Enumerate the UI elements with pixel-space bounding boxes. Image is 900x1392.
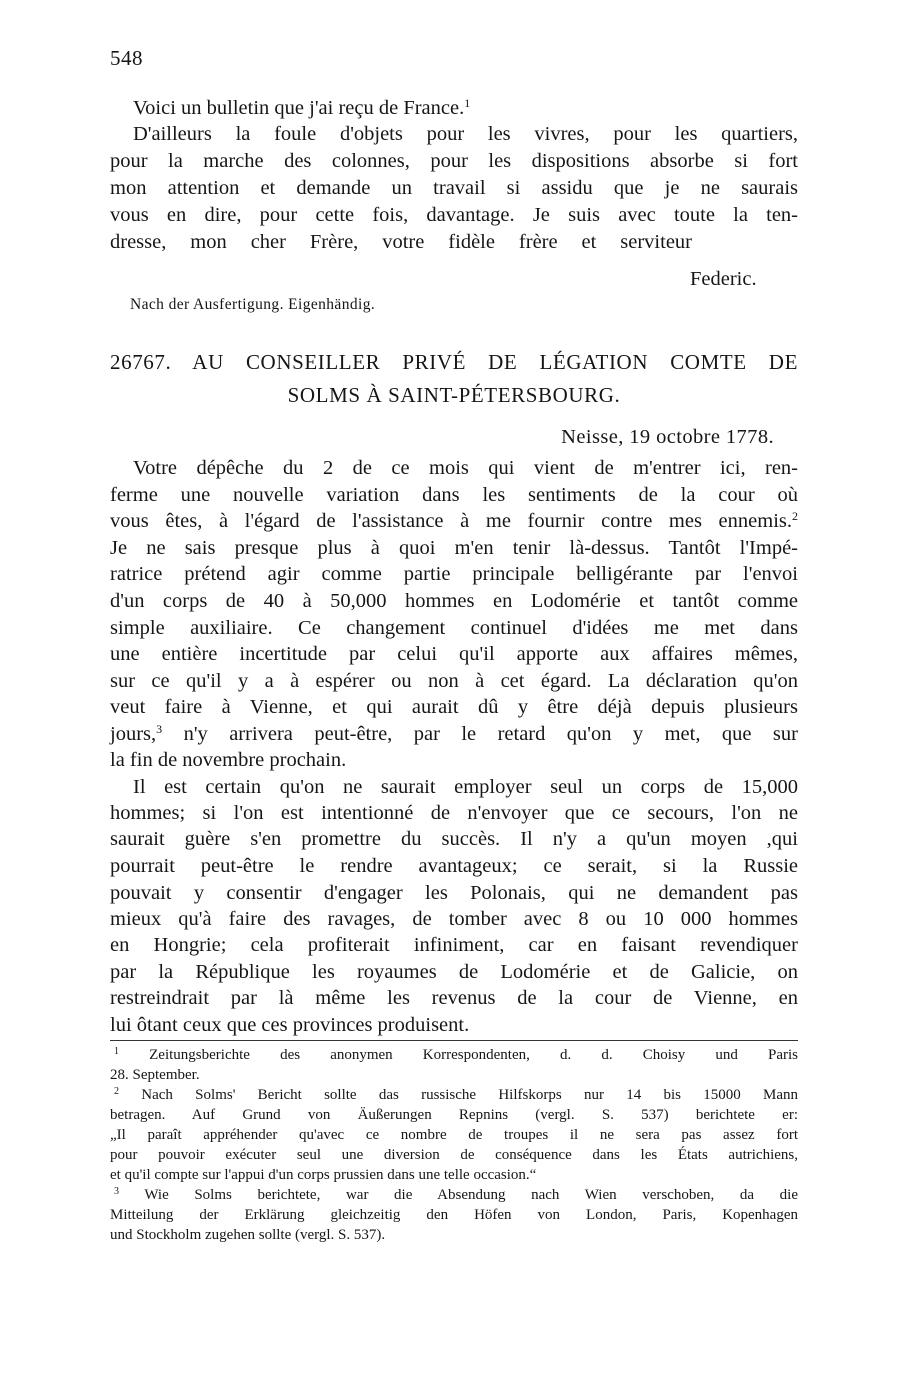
text-line: en Hongrie; cela profiterait infiniment, car en faisant revendiquer: [110, 934, 798, 956]
text-line: ferme une nouvelle variation dans les sentiments de la cour où: [110, 484, 798, 506]
footnote: $^2$ Nach Solms' Bericht sollte das russische Hilfskorps nur 14 bis 15000 Mann: [114, 1086, 798, 1103]
letter-heading-line2: SOLMS À SAINT-PÉTERSBOURG.: [287, 383, 621, 407]
text-line: vous en dire, pour cette fois, davantage. Je suis avec toute la ten-: [110, 204, 798, 226]
text-line: mieux qu'à faire des ravages, de tomber avec 8 ou 10 000 hommes: [110, 908, 798, 930]
footnote-line: betragen. Auf Grund von Äußerungen Repnins (vergl. S. 537) berichtete er:: [110, 1107, 798, 1123]
text-line: restreindrait par là même les revenus de la cour de Vienne, en: [110, 987, 798, 1009]
letter-heading: 26767. AU CONSEILLER PRIVÉ DE LÉGATION COMTE DE: [110, 350, 798, 374]
footnote-line: Mitteilung der Erklärung gleichzeitig den Höfen von London, Paris, Kopenhagen: [110, 1207, 798, 1223]
footnote: $^3$ Wie Solms berichtete, war die Absendung nach Wien verschoben, da die: [114, 1186, 798, 1203]
text-line: sur ce qu'il y a à espérer ou non à cet égard. La déclaration qu'on: [110, 670, 798, 692]
footnote-line: 28. September.: [110, 1067, 200, 1083]
text-line: la fin de novembre prochain.: [110, 749, 347, 771]
text-line: mon attention et demande un travail si assidu que je ne saurais: [110, 177, 798, 199]
text-line: une entière incertitude par celui qu'il apporte aux affaires mêmes,: [110, 643, 798, 665]
footnote: $^1$ Zeitungsberichte des anonymen Korrespondenten, d. d. Choisy und Paris: [114, 1046, 799, 1063]
page-number: 548: [110, 46, 143, 70]
footnote-line: pour pouvoir exécuter seul une diversion de conséquence dans les États autrichiens,: [110, 1147, 798, 1163]
footnote-divider: [110, 1040, 798, 1041]
text-line: d'un corps de 40 à 50,000 hommes en Lodomérie et tantôt comme: [110, 590, 798, 612]
footnote-ref: 2: [792, 509, 798, 523]
text-line: Votre dépêche du 2 de ce mois qui vient de m'entrer ici, ren-: [133, 457, 798, 479]
footnote-line: „Il paraît appréhender qu'avec ce nombre de troupes il ne sera pas assez fort: [110, 1127, 798, 1143]
text-line: pourrait peut-être le rendre avantageux; ce serait, si la Russie: [110, 855, 798, 877]
text-line: Il est certain qu'on ne saurait employer seul un corps de 15,000: [133, 776, 798, 798]
text-line: dresse, mon cher Frère, votre fidèle frère et serviteur: [110, 231, 692, 253]
text-line: saurait guère s'en promettre du succès. Il n'y a qu'un moyen ,qui: [110, 828, 798, 850]
dateline: Neisse, 19 octobre 1778.: [561, 426, 774, 448]
text-line: vous êtes, à l'égard de l'assistance à me fournir contre mes ennemis.$^2$: [110, 509, 798, 532]
text-line: Voici un bulletin que j'ai reçu de France.$^1$: [133, 96, 471, 119]
text-line: simple auxiliaire. Ce changement continuel d'idées me met dans: [110, 617, 798, 639]
footnote-ref: 1: [464, 96, 471, 110]
text-line: D'ailleurs la foule d'objets pour les vivres, pour les quartiers,: [133, 123, 798, 145]
text-line: par la République les royaumes de Lodomérie et de Galicie, on: [110, 961, 798, 983]
text-line: veut faire à Vienne, et qui aurait dû y être déjà depuis plusieurs: [110, 696, 798, 718]
footnote-line: et qu'il compte sur l'appui d'un corps prussien dans une telle occasion.“: [110, 1167, 537, 1183]
footnote-line: und Stockholm zugehen sollte (vergl. S. 537).: [110, 1227, 386, 1243]
text-line: pouvait y consentir d'engager les Polonais, qui ne demandent pas: [110, 882, 798, 904]
text-line: pour la marche des colonnes, pour les dispositions absorbe si fort: [110, 150, 798, 172]
footnote-ref: 3: [156, 722, 163, 736]
source-note: Nach der Ausfertigung. Eigenhändig.: [130, 296, 376, 313]
text-line: lui ôtant ceux que ces provinces produisent.: [110, 1014, 470, 1036]
text-line: Je ne sais presque plus à quoi m'en tenir là-dessus. Tantôt l'Impé-: [110, 537, 798, 559]
text-line: ratrice prétend agir comme partie principale belligérante par l'envoi: [110, 563, 798, 585]
text-line: hommes; si l'on est intentionné de n'envoyer que ce secours, l'on ne: [110, 802, 798, 824]
signature: Federic.: [690, 268, 757, 290]
text-line: jours,$^3$ n'y arrivera peut-être, par le retard qu'on y met, que sur: [110, 722, 798, 745]
